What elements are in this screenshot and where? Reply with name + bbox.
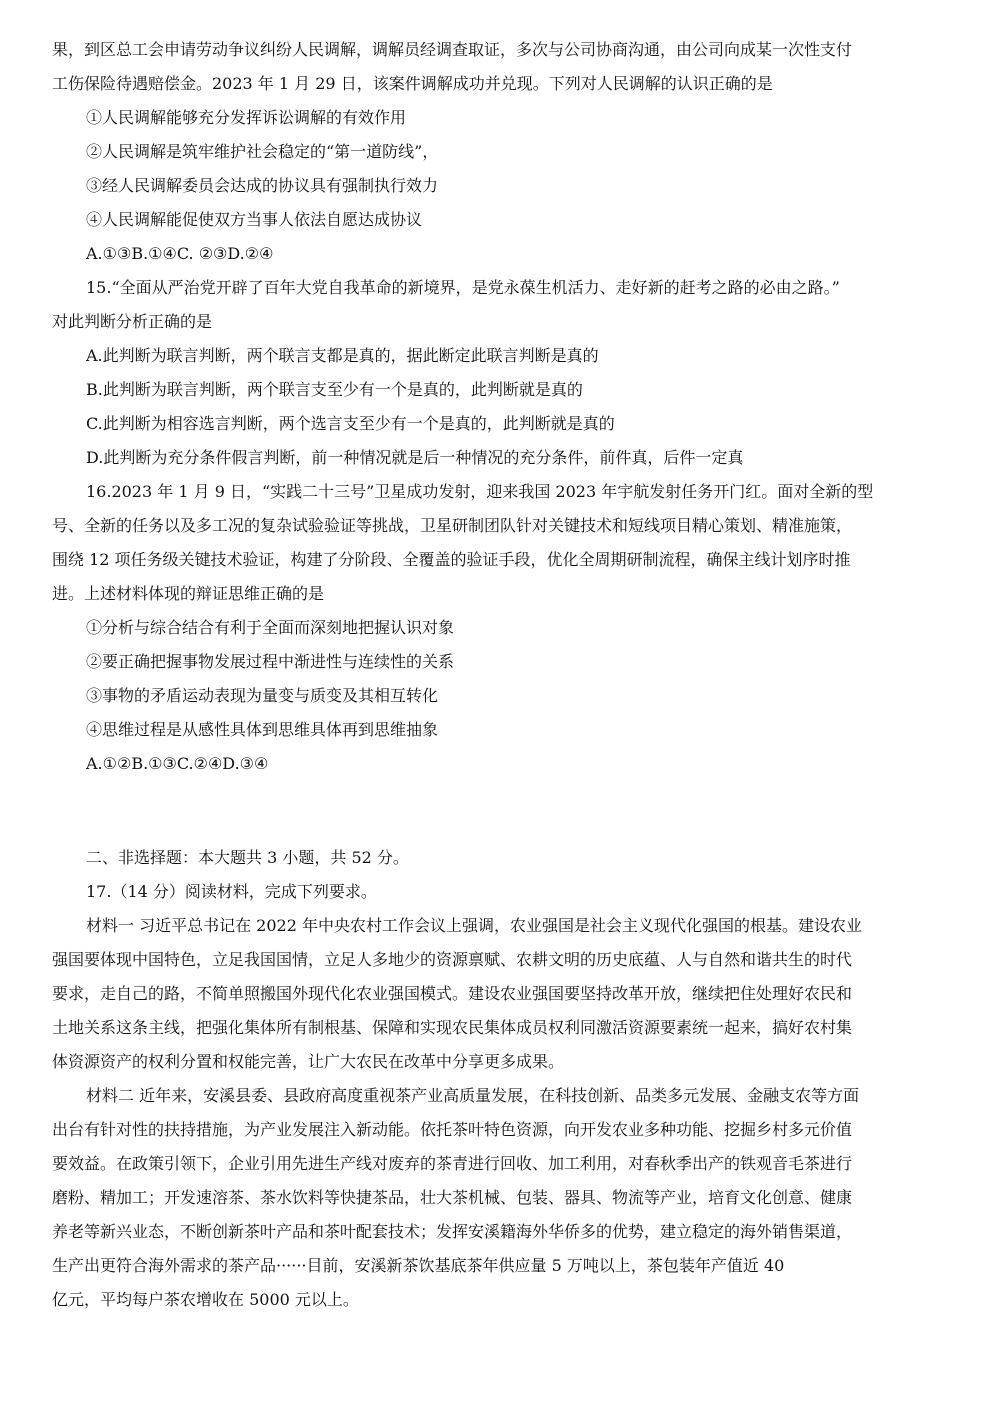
text-line: 强国要体现中国特色，立足我国国情，立足人多地少的资源禀赋、农耕文明的历史底蕴、人与自然和谐共生的时代 (52, 950, 853, 969)
option-4: ④人民调解能促使双方当事人依法自愿达成协议 (86, 210, 423, 229)
option-1: ①分析与综合结合有利于全面而深刻地把握认识对象 (86, 618, 455, 637)
text-line: 亿元，平均每户茶农增收在 5000 元以上。 (52, 1290, 359, 1309)
material-2: 材料二 近年来，安溪县委、县政府高度重视茶产业高质量发展，在科技创新、品类多元发展、金融支农等方面 (86, 1086, 860, 1105)
option-2: ②人民调解是筑牢维护社会稳定的“第一道防线”， (86, 142, 439, 161)
text-line: 工伤保险待遇赔偿金。2023 年 1 月 29 日，该案件调解成功并兑现。下列对人民调解的认识正确的是 (52, 74, 773, 93)
material-1: 材料一 习近平总书记在 2022 年中央农村工作会议上强调，农业强国是社会主义现代化强国的根基。建设农业 (86, 916, 862, 935)
text-line: 磨粉、精加工；开发速溶茶、茶水饮料等快捷茶品，壮大茶机械、包装、器具、物流等产业，培育文化创意、健康 (52, 1188, 853, 1207)
option-1: ①人民调解能够充分发挥诉讼调解的有效作用 (86, 108, 407, 127)
option-3: ③经人民调解委员会达成的协议具有强制执行效力 (86, 176, 439, 195)
text-line: 体资源资产的权利分置和权能完善，让广大农民在改革中分享更多成果。 (52, 1052, 565, 1071)
option-3: ③事物的矛盾运动表现为量变与质变及其相互转化 (86, 686, 439, 705)
text-line: 出台有针对性的扶持措施，为产业发展注入新动能。依托茶叶特色资源，向开发农业多种功能、挖掘乡村多元价值 (52, 1120, 853, 1139)
question-15: 15.“全面从严治党开辟了百年大党自我革命的新境界，是党永葆生机活力、走好新的赶考之路的必由之路。” (86, 278, 840, 297)
choice-c: C.此判断为相容选言判断，两个选言支至少有一个是真的，此判断就是真的 (86, 414, 615, 433)
option-2: ②要正确把握事物发展过程中渐进性与连续性的关系 (86, 652, 455, 671)
text-line: 进。上述材料体现的辩证思维正确的是 (52, 584, 325, 603)
answer-choices: A.①③B.①④C. ②③D.②④ (86, 244, 274, 263)
option-4: ④思维过程是从感性具体到思维具体再到思维抽象 (86, 720, 439, 739)
text-line: 对此判断分析正确的是 (52, 312, 213, 331)
text-line: 号、全新的任务以及多工况的复杂试验验证等挑战，卫星研制团队针对关键技术和短线项目精心策划、精准施策， (52, 516, 853, 535)
text-line: 果，到区总工会申请劳动争议纠纷人民调解，调解员经调查取证，多次与公司协商沟通，由公司向成某一次性支付 (52, 40, 853, 59)
text-line: 养老等新兴业态，不断创新茶叶产品和茶叶配套技术；发挥安溪籍海外华侨多的优势，建立稳定的海外销售渠道， (52, 1222, 853, 1241)
answer-choices: A.①②B.①③C.②④D.③④ (86, 754, 269, 773)
text-line: 要效益。在政策引领下，企业引用先进生产线对废弃的茶青进行回收、加工利用，对春秋季出产的铁观音毛茶进行 (52, 1154, 853, 1173)
choice-d: D.此判断为充分条件假言判断，前一种情况就是后一种情况的充分条件，前件真，后件一定真 (86, 448, 744, 467)
choice-a: A.此判断为联言判断，两个联言支都是真的，据此断定此联言判断是真的 (86, 346, 599, 365)
text-line: 围绕 12 项任务级关键技术验证，构建了分阶段、全覆盖的验证手段，优化全周期研制流程，确保主线计划序时推 (52, 550, 851, 569)
choice-b: B.此判断为联言判断，两个联言支至少有一个是真的，此判断就是真的 (86, 380, 583, 399)
section-heading: 二、非选择题：本大题共 3 小题，共 52 分。 (86, 848, 409, 867)
text-line: 生产出更符合海外需求的茶产品······目前，安溪新茶饮基底茶年供应量 5 万吨以上，茶包装年产值近 40 (52, 1256, 785, 1275)
text-line: 土地关系这条主线，把强化集体所有制根基、保障和实现农民集体成员权利同激活资源要素统一起来，搞好农村集 (52, 1018, 853, 1037)
question-16: 16.2023 年 1 月 9 日，“实践二十三号”卫星成功发射，迎来我国 2023 年宇航发射任务开门红。面对全新的型 (86, 482, 874, 501)
question-17: 17.（14 分）阅读材料，完成下列要求。 (86, 882, 377, 901)
text-line: 要求，走自己的路，不简单照搬国外现代化农业强国模式。建设农业强国要坚持改革开放，继续把住处理好农民和 (52, 984, 853, 1003)
